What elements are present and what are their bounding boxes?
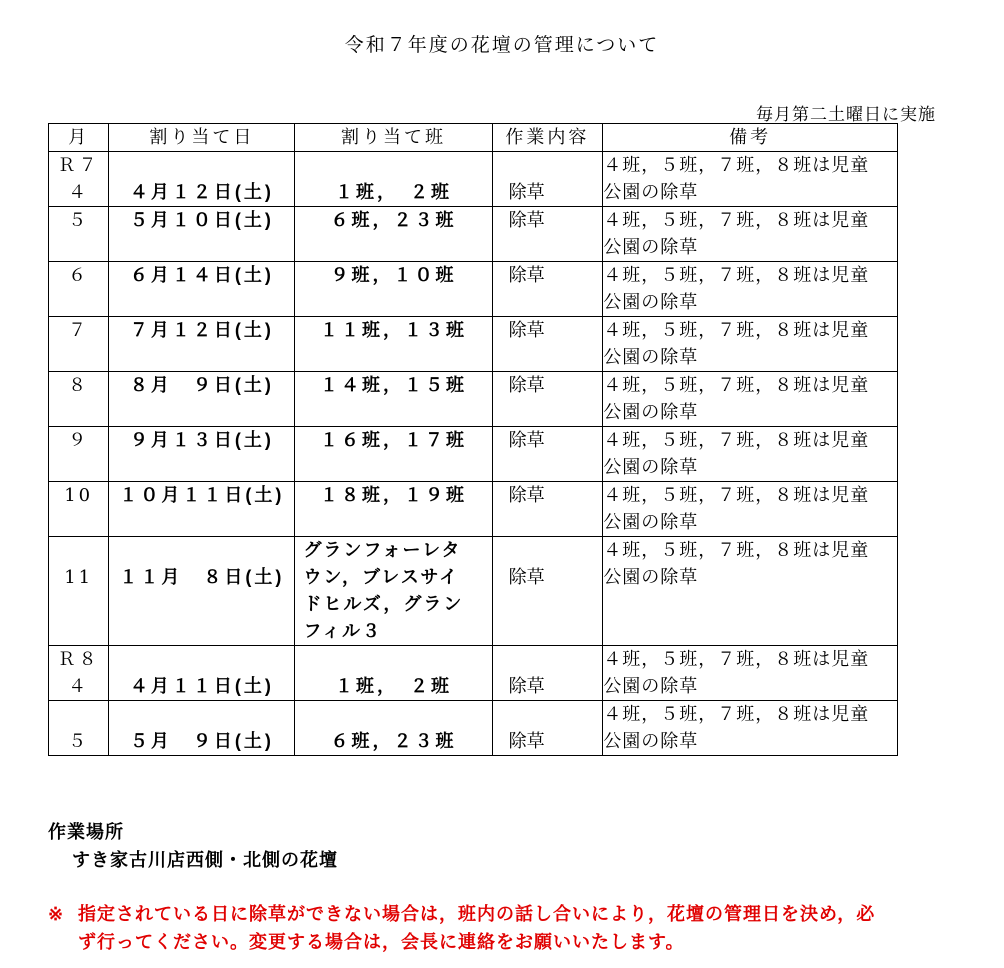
note-line: 公園の除草 — [603, 457, 699, 478]
cell-note — [603, 317, 898, 372]
month-line: Ｒ８ — [57, 649, 100, 670]
table-row — [49, 262, 898, 317]
cell-date — [109, 152, 295, 207]
note-line: 公園の除草 — [603, 347, 699, 368]
cell-note — [603, 372, 898, 427]
header-work: 作業内容 — [492, 124, 603, 152]
month-line — [49, 701, 108, 728]
work-place-value: すき家古川店西側・北側の花壇 — [72, 850, 338, 870]
table-row — [49, 646, 898, 701]
cell-note — [603, 262, 898, 317]
note-line: 公園の除草 — [603, 731, 699, 752]
cell-work — [492, 317, 603, 372]
cell-date — [109, 427, 295, 482]
note-line: ４班，５班，７班，８班は児童 — [603, 375, 870, 396]
work-char: 草 — [526, 430, 545, 451]
cell-work — [492, 207, 603, 262]
cell-note — [603, 537, 898, 646]
warning-line-2: ず行ってください。変更する場合は，会長に連絡をお願いいたします。 — [78, 932, 685, 952]
cell-note — [603, 427, 898, 482]
cell-date — [109, 482, 295, 537]
table-row — [49, 701, 898, 756]
group-line: １４班，１５班 — [320, 375, 468, 395]
work-char: 草 — [526, 375, 545, 396]
cell-month — [49, 317, 109, 372]
schedule-table — [48, 123, 898, 756]
cell-group — [295, 317, 492, 372]
cell-work — [492, 646, 603, 701]
note-line: ４班，５班，７班，８班は児童 — [603, 265, 870, 286]
note-line: 公園の除草 — [603, 512, 699, 533]
reference-mark: ※ — [48, 904, 65, 924]
note-line: 公園の除草 — [603, 676, 699, 697]
work-char: 除 — [508, 676, 527, 697]
work-char: 除 — [508, 731, 527, 752]
cell-group — [295, 152, 492, 207]
note-line: ４班，５班，７班，８班は児童 — [603, 430, 870, 451]
cell-group — [295, 537, 492, 646]
cell-group — [295, 372, 492, 427]
cell-group — [295, 262, 492, 317]
note-line: ４班，５班，７班，８班は児童 — [603, 704, 870, 725]
work-char: 草 — [526, 731, 545, 752]
table-row — [49, 317, 898, 372]
table-row — [49, 152, 898, 207]
table-row — [49, 482, 898, 537]
group-line: ６班，２３班 — [330, 731, 457, 751]
cell-work — [492, 262, 603, 317]
date-line: １０月１１日(土) — [119, 485, 285, 505]
work-char: 草 — [526, 567, 545, 588]
cell-note — [603, 482, 898, 537]
cell-month — [49, 427, 109, 482]
date-line: ４月１１日(土) — [129, 676, 274, 696]
work-char: 草 — [526, 485, 545, 506]
cell-month — [49, 262, 109, 317]
cell-group — [295, 427, 492, 482]
work-char: 草 — [526, 210, 545, 231]
note-line: 公園の除草 — [603, 182, 699, 203]
note-line: 公園の除草 — [603, 237, 699, 258]
date-line: ５月１０日(土) — [129, 210, 274, 230]
cell-work — [492, 152, 603, 207]
note-line: ４班，５班，７班，８班は児童 — [603, 155, 870, 176]
work-char: 除 — [508, 375, 527, 396]
work-place-label: 作業場所 — [48, 822, 124, 842]
cell-date — [109, 646, 295, 701]
cell-note — [603, 646, 898, 701]
group-line: １１班，１３班 — [320, 320, 468, 340]
date-line: １１月 ８日(土) — [119, 567, 285, 587]
group-line: １６班，１７班 — [320, 430, 468, 450]
month-line: 11 — [64, 567, 94, 588]
table-row — [49, 372, 898, 427]
table-row — [49, 207, 898, 262]
work-char: 除 — [508, 485, 527, 506]
group-line: １８班，１９班 — [320, 485, 468, 505]
group-line: ６班，２３班 — [330, 210, 457, 230]
cell-date — [109, 372, 295, 427]
note-line: ４班，５班，７班，８班は児童 — [603, 320, 870, 341]
work-char: 除 — [508, 182, 527, 203]
cell-group — [295, 701, 492, 756]
note-line: ４班，５班，７班，８班は児童 — [603, 649, 870, 670]
date-line: ６月１４日(土) — [129, 265, 274, 285]
cell-month — [49, 372, 109, 427]
work-char: 草 — [526, 265, 545, 286]
cell-work — [492, 427, 603, 482]
header-note: 備考 — [603, 124, 898, 152]
group-line: グランフォーレタ — [303, 540, 462, 560]
table-header-row — [49, 124, 898, 152]
note-line: ４班，５班，７班，８班は児童 — [603, 210, 870, 231]
month-line: ６ — [68, 265, 90, 286]
cell-month — [49, 482, 109, 537]
cell-work — [492, 372, 603, 427]
note-line: ４班，５班，７班，８班は児童 — [603, 540, 870, 561]
cell-group — [295, 646, 492, 701]
work-char: 除 — [508, 210, 527, 231]
note-line: 公園の除草 — [603, 567, 699, 588]
month-line: ４ — [68, 182, 90, 203]
group-line: フィル３ — [303, 621, 382, 641]
month-line: ４ — [68, 676, 90, 697]
month-line: ５ — [68, 210, 90, 231]
cell-work — [492, 482, 603, 537]
work-char: 草 — [526, 320, 545, 341]
group-line: １班， ２班 — [335, 182, 453, 202]
month-line: 10 — [64, 485, 94, 506]
work-char: 草 — [526, 182, 545, 203]
cell-date — [109, 701, 295, 756]
group-line: ドヒルズ，グラン — [303, 594, 464, 614]
warning-notice — [48, 900, 948, 956]
cell-month — [49, 646, 109, 701]
cell-month — [49, 152, 109, 207]
month-line: ７ — [68, 320, 90, 341]
work-char: 草 — [526, 676, 545, 697]
cell-note — [603, 152, 898, 207]
date-line: ９月１３日(土) — [129, 430, 274, 450]
work-char: 除 — [508, 430, 527, 451]
schedule-note: 毎月第二土曜日に実施 — [756, 105, 936, 125]
cell-month — [49, 537, 109, 646]
header-month: 月 — [49, 124, 109, 152]
date-line: ５月 ９日(土) — [129, 731, 274, 751]
table-row — [49, 427, 898, 482]
cell-date — [109, 537, 295, 646]
month-line: ５ — [68, 731, 90, 752]
cell-month — [49, 701, 109, 756]
work-char: 除 — [508, 320, 527, 341]
cell-date — [109, 207, 295, 262]
work-char: 除 — [508, 567, 527, 588]
date-line: ８月 ９日(土) — [129, 375, 274, 395]
cell-note — [603, 207, 898, 262]
month-line: ８ — [68, 375, 90, 396]
cell-work — [492, 701, 603, 756]
date-line: ４月１２日(土) — [129, 182, 274, 202]
page-title: 令和７年度の花壇の管理について — [344, 34, 660, 56]
group-line: ウン，ブレスサイ — [303, 567, 460, 587]
work-char: 除 — [508, 265, 527, 286]
table-row — [49, 537, 898, 646]
note-line: 公園の除草 — [603, 402, 699, 423]
header-group: 割り当て班 — [295, 124, 492, 152]
cell-work — [492, 537, 603, 646]
date-line: ７月１２日(土) — [129, 320, 274, 340]
note-line: 公園の除草 — [603, 292, 699, 313]
group-line: １班， ２班 — [335, 676, 453, 696]
table-body — [49, 152, 898, 756]
cell-group — [295, 482, 492, 537]
cell-date — [109, 317, 295, 372]
cell-month — [49, 207, 109, 262]
header-date: 割り当て日 — [109, 124, 295, 152]
cell-date — [109, 262, 295, 317]
month-line: Ｒ７ — [57, 155, 100, 176]
month-line: ９ — [68, 430, 90, 451]
note-line: ４班，５班，７班，８班は児童 — [603, 485, 870, 506]
cell-group — [295, 207, 492, 262]
warning-line-1: 指定されている日に除草ができない場合は，班内の話し合いにより，花壇の管理日を決め，必 — [78, 904, 876, 924]
cell-note — [603, 701, 898, 756]
group-line: ９班，１０班 — [330, 265, 457, 285]
